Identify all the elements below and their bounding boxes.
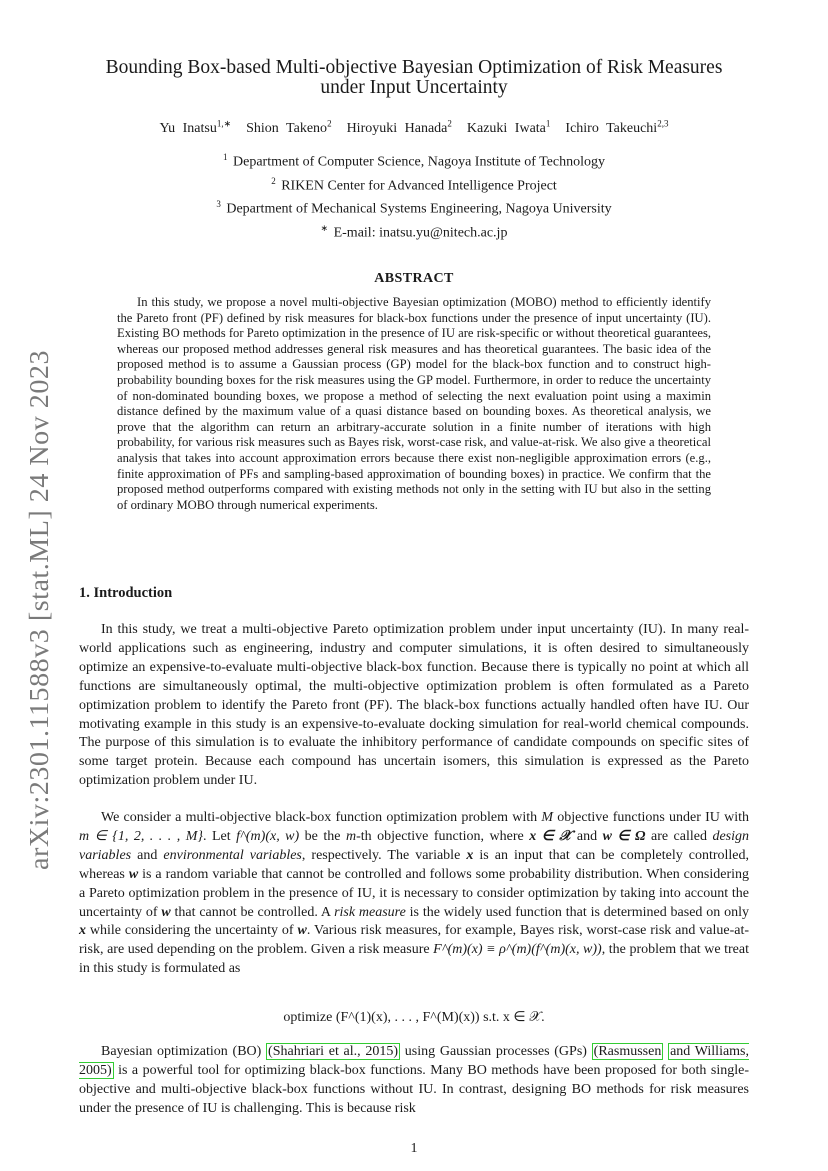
citation-link-shahriari[interactable]: (Shahriari et al., 2015) <box>268 1044 399 1059</box>
affiliation: $^3$ Department of Mechanical Systems Engineering, Nagoya University <box>216 199 612 217</box>
author-list <box>60 118 768 137</box>
author: Hiroyuki Hanada$^2$ <box>346 118 452 136</box>
paper-title <box>60 58 768 98</box>
abstract-heading: ABSTRACT <box>374 271 454 286</box>
section-heading-introduction: 1. Introduction <box>79 585 173 601</box>
author: Ichiro Takeuchi$^{2,3}$ <box>565 118 669 136</box>
title-line-1: Bounding Box-based Multi-objective Bayesian Optimization of Risk Measures <box>105 57 723 78</box>
title-line-2: under Input Uncertainty <box>320 77 508 98</box>
arxiv-identifier-stamp <box>18 350 58 870</box>
term-environmental-variables: environmental variables <box>163 847 302 863</box>
abstract-text: In this study, we propose a novel multi-objective Bayesian optimization (MOBO) method to efficiently identify the Pareto front (PF) defined by risk measures for black-box functions under the presence of input uncertainty (IU). Existing BO methods for Pareto optimization in the presence of IU are risk-specific or without theoretical guarantees, whereas our proposed method addresses general risk measures and has theoretical guarantees. The basic idea of the proposed method is to assume a Gaussian process (GP) model for the black-box function and to construct high-probability bounding boxes for the risk measures using the GP model. Furthermore, in order to reduce the uncertainty of non-dominated bounding boxes, we propose a method of selecting the next evaluation point using a maximin distance defined by the maximum value of a quasi distance based on bounding boxes. As theoretical analysis, we prove that the algorithm can return an arbitrary-accurate solution in a finite number of iterations with high probability, for various risk measures such as Bayes risk, worst-case risk, and value-at-risk. We also give a theoretical analysis that takes into account approximation errors because there exist non-negligible approximation errors (e.g., finite approximation of PFs and sampling-based approximation of bounding boxes) in practice. We confirm that the proposed method outperforms compared with existing methods not only in the setting with IU but also in the setting of ordinary MOBO through numerical experiments. <box>117 295 711 512</box>
page-number: 1 <box>410 1141 418 1156</box>
term-design-variables: design variables <box>79 828 750 863</box>
author: Shion Takeno$^2$ <box>246 118 332 136</box>
affiliation: $^2$ RIKEN Center for Advanced Intelligence Project <box>271 175 557 194</box>
citation-link-rasmussen[interactable]: (Rasmussen <box>593 1044 662 1059</box>
term-risk-measure: risk measure <box>334 904 406 920</box>
citation-link-rasmussen-cont[interactable]: and Williams, 2005) <box>79 1044 750 1078</box>
optimization-equation: optimize (F^(1)(x), . . . , F^(M)(x)) s.t. x ∈ 𝒳. <box>283 1010 545 1025</box>
intro-paragraph-3: Bayesian optimization (BO) (Shahriari et al., 2015) using Gaussian processes (GPs) (Rasmussen and Williams, 2005) is a powerful tool for optimizing black-box functions. Many BO methods have been proposed for both single-objective and multi-objective black-box functions without IU. In contrast, designing BO methods for risk measures under the presence of IU is challenging. This is because risk <box>79 1044 750 1116</box>
intro-paragraph-1: In this study, we treat a multi-objective Pareto optimization problem under input uncertainty (IU). In many real-world applications such as engineering, industry and computer simulations, it is often desired to simultaneously optimize an expensive-to-evaluate multi-objective black-box function. Because there is typically no point at which all functions are simultaneously optimal, the multi-objective optimization problem is often formulated as a Pareto optimization problem to identify the Pareto front (PF). The black-box functions actually handled often have IU. Our motivating example in this study is an expensive-to-evaluate docking simulation for real-world chemical compounds. The purpose of this simulation is to evaluate the inhibitory performance of candidate compounds on specific sites of some target protein. Because each compound has uncertain isomers, this simulation is expressed as the Pareto optimization problem under IU. <box>79 622 749 789</box>
affiliation-list <box>60 148 768 243</box>
contact-email: ∗ E-mail: inatsu.yu@nitech.ac.jp <box>320 222 508 241</box>
arxiv-id-text: arXiv:2301.11588v3 [stat.ML] 24 Nov 2023 <box>24 369 54 870</box>
intro-paragraph-2: We consider a multi-objective black-box function optimization problem with M objective functions under IU with m ∈ {1, 2, . . . , M}. Let f^(m)(x, w) be the m-th objective function, where x ∈ 𝒳 and w ∈ Ω are called design variables and environmental variables, respectively. The variable x is an input that can be completely controlled, whereas w is a random variable that cannot be controlled and follows some probability distribution. When considering a Pareto optimization problem in the presence of IU, it is necessary to consider optimization by taking into account the uncertainty of w that cannot be controlled. A risk measure is the widely used function that is determined based on only x while considering the uncertainty of w. Various risk measures, for example, Bayes risk, worst-case risk and value-at-risk, are used depending on the problem. Given a risk measure F^(m)(x) ≡ ρ^(m)(f^(m)(x, w)), the problem that we treat in this study is formulated as <box>79 810 750 977</box>
author: Yu Inatsu$^{1,∗}$ <box>159 118 232 136</box>
affiliation: $^1$ Department of Computer Science, Nagoya Institute of Technology <box>223 152 605 170</box>
author: Kazuki Iwata$^1$ <box>466 118 551 136</box>
